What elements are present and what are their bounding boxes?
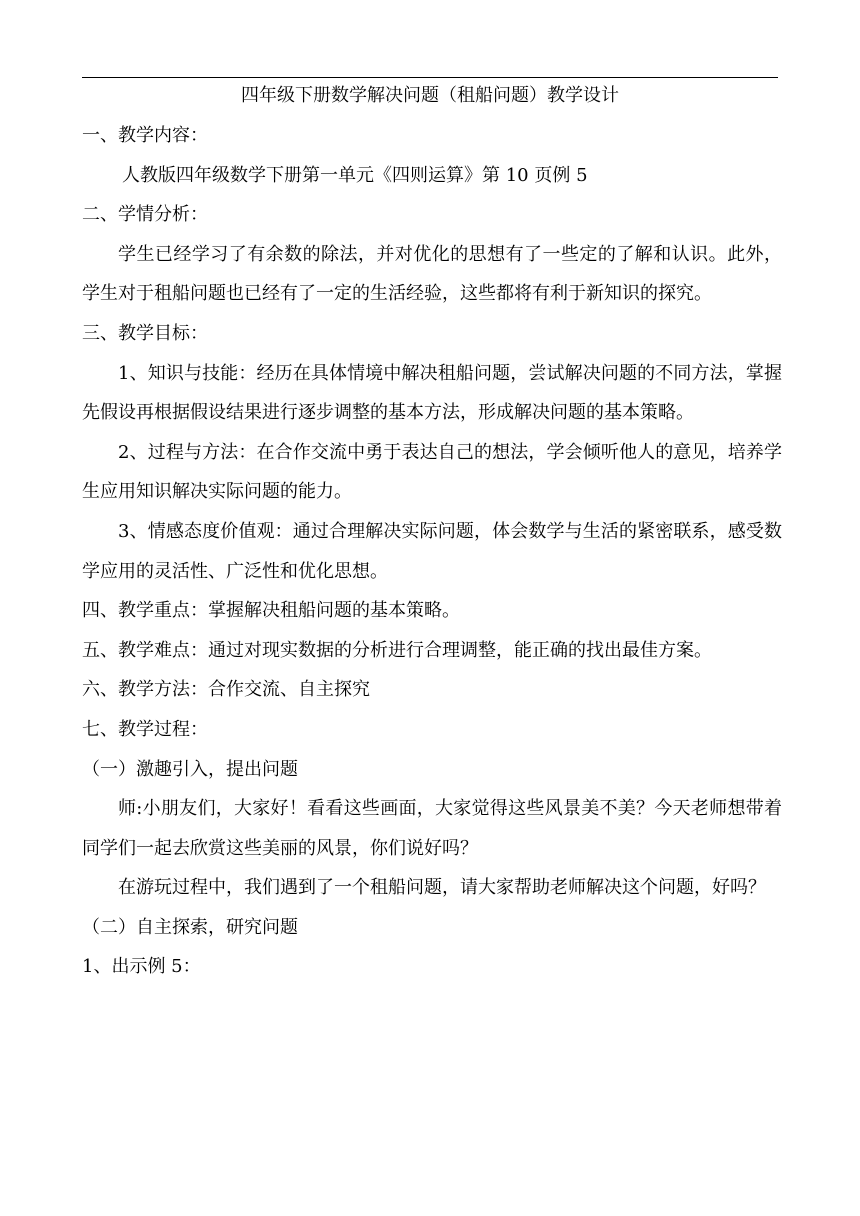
process-step-1-heading: （一）激趣引入，提出问题	[82, 758, 298, 780]
teacher-intro-text: 师:小朋友们，大家好！看看这些画面，大家觉得这些风景美不美？今天老师想带着同学们一起去欣赏这些美丽的风景，你们说好吗？	[82, 798, 782, 859]
section-difficulty: 五、教学难点：通过对现实数据的分析进行合理调整，能正确的找出最佳方案。	[82, 639, 712, 661]
content-text: 人教版四年级数学下册第一单元《四则运算》第 10 页例 5	[122, 164, 588, 186]
section-key-point: 四、教学重点：掌握解决租船问题的基本策略。	[82, 600, 460, 622]
example-item: 1、出示例 5：	[82, 956, 201, 978]
section-method: 六、教学方法：合作交流、自主探究	[82, 679, 370, 701]
section-heading-analysis: 二、学情分析：	[82, 204, 208, 226]
document-body	[82, 116, 782, 987]
process-step-2-heading: （二）自主探索，研究问题	[82, 916, 298, 938]
problem-intro-text: 在游玩过程中，我们遇到了一个租船问题，请大家帮助老师解决这个问题，好吗？	[118, 877, 766, 899]
header-rule	[82, 77, 778, 78]
goal-knowledge: 1、知识与技能：经历在具体情境中解决租船问题，尝试解决问题的不同方法，掌握先假设再根据假设结果进行逐步调整的基本方法，形成解决问题的基本策略。	[82, 362, 782, 424]
section-heading-process: 七、教学过程：	[82, 718, 208, 740]
goal-process: 2、过程与方法：在合作交流中勇于表达自己的想法，学会倾听他人的意见，培养学生应用知识解决实际问题的能力。	[82, 441, 782, 503]
document-title: 四年级下册数学解决问题（租船问题）教学设计	[241, 85, 619, 106]
section-heading-goals: 三、教学目标：	[82, 322, 208, 344]
analysis-text: 学生已经学习了有余数的除法，并对优化的思想有了一些定的了解和认识。此外，学生对于租船问题也已经有了一定的生活经验，这些都将有利于新知识的探究。	[82, 243, 782, 305]
goal-emotion: 3、情感态度价值观：通过合理解决实际问题，体会数学与生活的紧密联系，感受数学应用的灵活性、广泛性和优化思想。	[82, 520, 782, 582]
section-heading-content: 一、教学内容：	[82, 125, 208, 146]
